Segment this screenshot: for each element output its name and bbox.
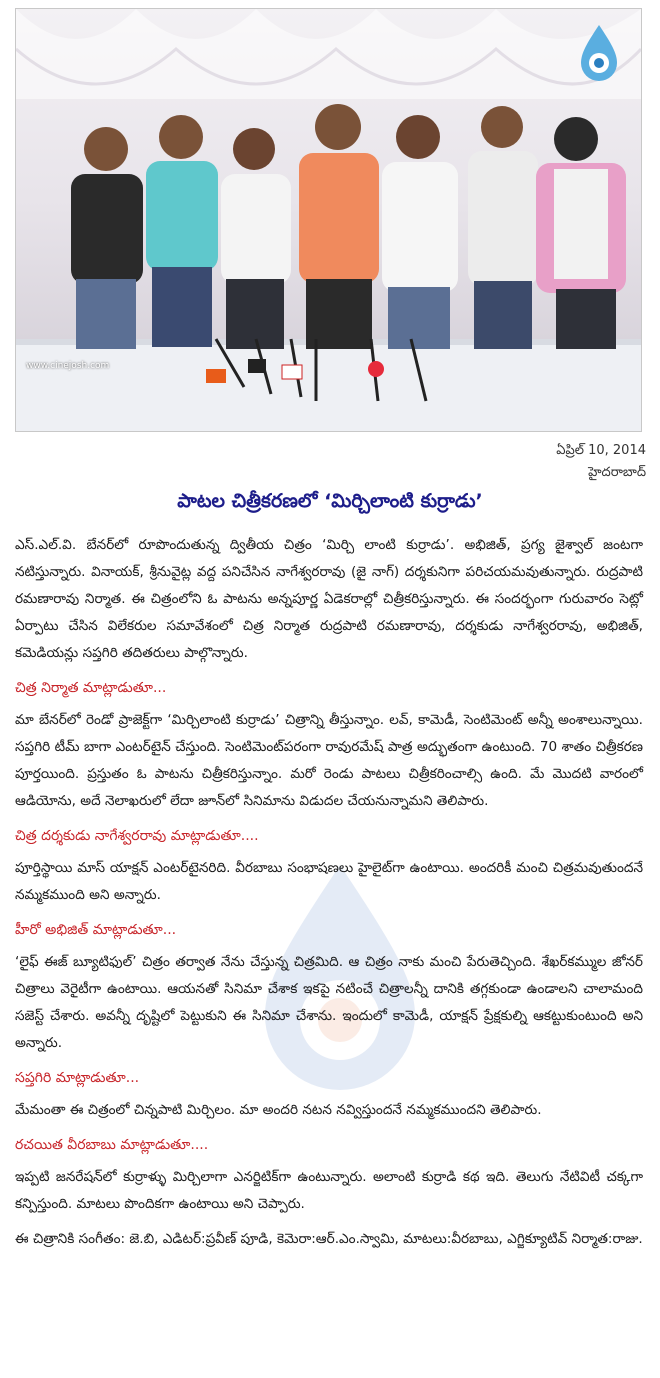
photo-illustration [16,9,641,431]
section-text-producer: మా బేనర్‌లో రెండో ప్రాజెక్ట్‌గా ‘మిర్చిలాంటి కుర్రాడు’ చిత్రాన్ని తీస్తున్నాం. లవ్, కామెడీ, సెంటిమెంట్ అన్నీ అంశాలున్నాయి. సప్తగిరి టీమ్ బాగా ఎంటర్‌టైన్ చేస్తుంది. సెంటిమెంట్‌పరంగా రావురమేష్ పాత్ర అద్భుతంగా ఉంటుంది. 70 శాతం చిత్రీకరణ పూర్తయింది. ప్రస్తుతం ఓ పాటను చిత్రీకరిస్తున్నాం. మరో రెండు పాటలు చిత్రీకరించాల్సి ఉంది. మే మొదటి వారంలో ఆడియోను, అదే నెలాఖరులో లేదా జూన్‌లో సినిమాను విడుదల చేయనున్నామని తెలిపారు. [15,712,643,809]
photo-watermark: www.cinejosh.com [26,361,110,371]
article-intro: ఎస్.ఎల్.వి. బేనర్‌లో రూపొందుతున్న ద్వితీయ చిత్రం ‘మిర్చి లాంటి కుర్రాడు’. అభిజిత్, ప్రగ్య జైశ్వాల్ జంటగా నటిస్తున్నారు. వినాయక్, శ్రీనువైట్ల వద్ద పనిచేసిన నాగేశ్వరరావు (జై నాగ్) దర్శకునిగా పరిచయమవుతున్నారు. రుద్రపాటి రమణారావు నిర్మాత. ఈ చిత్రంలోని ఓ పాటను అన్నపూర్ణ ఏడెకరాల్లో చిత్రీకరిస్తున్నారు. ఈ సందర్భంగా గురువారం సెట్లో ఏర్పాటు చేసిన విలేకరుల సమావేశంలో చిత్ర నిర్మాత రుద్రపాటి రమణారావు, దర్శకుడు నాగేశ్వరరావు, అభిజిత్, కమెడియన్లు సప్తగిరి తదితరులు పాల్గొన్నారు. [15,537,643,661]
section-heading-hero: హీరో అభిజిత్ మాట్లాడుతూ... [15,922,177,938]
section-heading-writer: రచయిత వీరబాబు మాట్లాడుతూ.... [15,1137,209,1153]
section-text-hero: ‘లైఫ్ ఈజ్ బ్యూటిఫుల్’ చిత్రం తర్వాత నేను చేస్తున్న చిత్రమిది. ఆ చిత్రం నాకు మంచి పేరుతెచ్చింది. శేఖర్‌కమ్ముల జోనర్ చిత్రాలు వెరైటీగా ఉంటాయి. ఆయనతో సినిమా చేశాక ఇకపై నటించే చిత్రాలన్నీ దానికి తగ్గకుండా ఉండాలని చాలామంది సజెస్ట్ చేశారు. అవన్నీ దృష్టిలో పెట్టుకుని ఈ సినిమా చేశాను. ఇందులో కామెడీ, యాక్షన్ ప్రేక్షకుల్ని ఆకట్టుకుంటుంది అని అన్నారు. [15,954,643,1051]
section-text-director: పూర్తిస్థాయి మాస్ యాక్షన్ ఎంటర్‌టైనరిది. వీరబాబు సంభాషణలు హైలైట్‌గా ఉంటాయి. అందరికీ మంచి చిత్రమవుతుందనే నమ్మకముంది అని అన్నారు. [15,860,643,903]
article-meta [556,440,646,484]
article-credits: ఈ చిత్రానికి సంగీతం: జె.బి, ఎడిటర్:ప్రవీణ్ పూడి, కెమెరా:ఆర్.ఎం.స్వామి, మాటలు:వీరబాబు, ఎగ్జిక్యూటివ్ నిర్మాత:రాజు. [15,1231,643,1247]
section-text-saptagiri: మేమంతా ఈ చిత్రంలో చిన్నపాటి మిర్చిలం. మా అందరి నటన నవ్విస్తుందనే నమ్మకముందని తెలిపారు. [15,1102,542,1118]
section-heading-producer: చిత్ర నిర్మాత మాట్లాడుతూ... [15,680,167,696]
article-headline: పాటల చిత్రీకరణలో ‘మిర్చిలాంటి కుర్రాడు’ [177,490,483,512]
article-body [15,532,643,1261]
article-date: ఏప్రిల్ 10, 2014 [556,443,646,458]
section-heading-director: చిత్ర దర్శకుడు నాగేశ్వరరావు మాట్లాడుతూ.... [15,828,259,844]
section-heading-saptagiri: సప్తగిరి మాట్లాడుతూ... [15,1070,140,1086]
article-location: హైదరాబాద్ [588,465,646,480]
cinejosh-logo-icon [577,23,621,83]
press-meet-photo [15,8,642,432]
section-text-writer: ఇప్పటి జనరేషన్‌లో కుర్రాళ్ళు మిర్చిలాగా ఎనర్జిటిక్‌గా ఉంటున్నారు. అలాంటి కుర్రాడి కథ ఇది. తెలుగు నేటివిటీ చక్కగా కన్పిస్తుంది. మాటలు పొందికగా ఉంటాయి అని చెప్పారు. [15,1169,643,1212]
